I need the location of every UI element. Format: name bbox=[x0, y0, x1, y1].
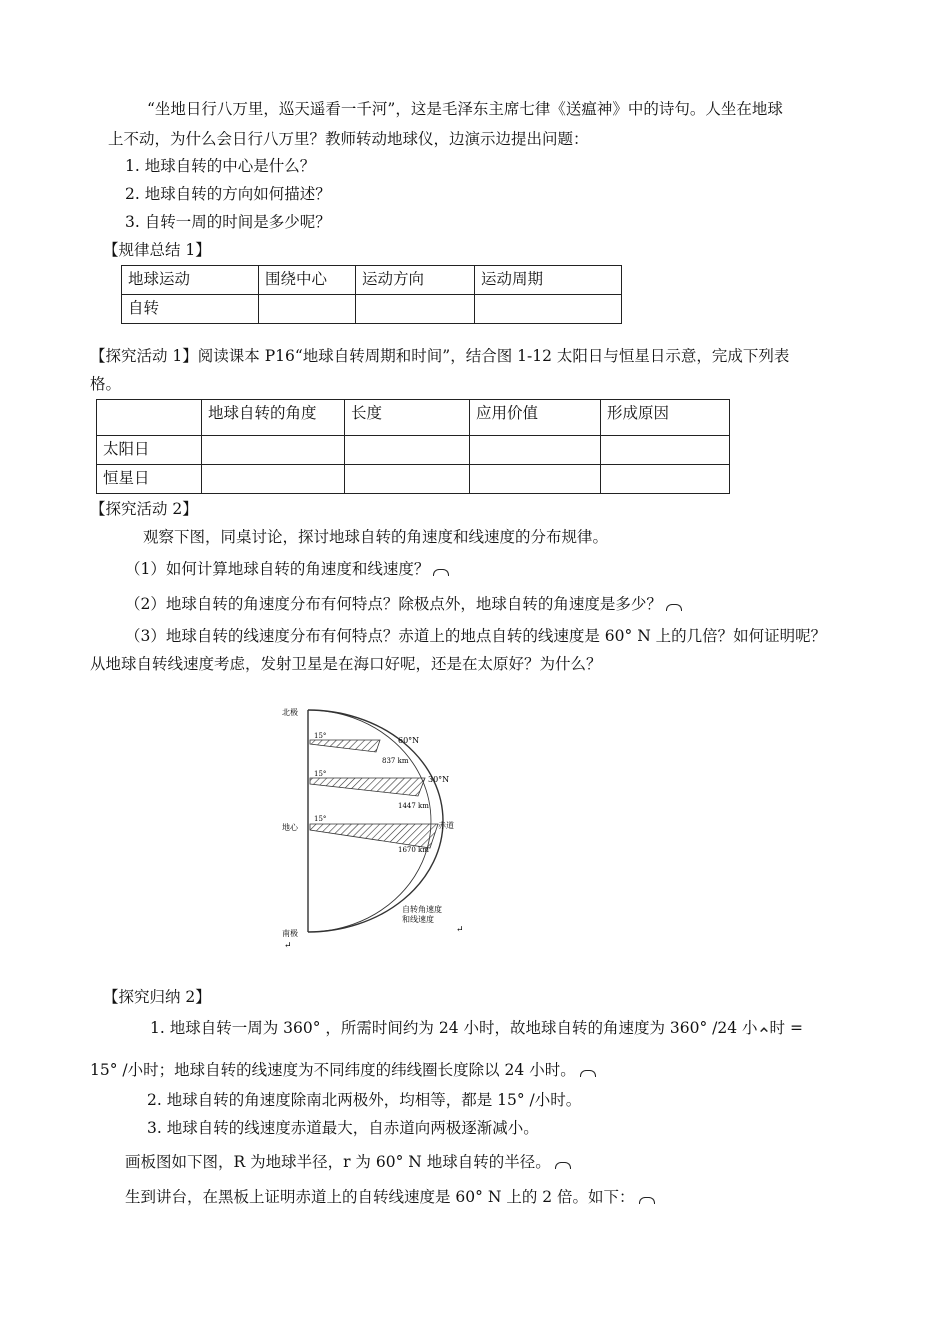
speed-60n-label: 837 km bbox=[382, 757, 409, 765]
intro-line-1: “坐地日行八万里，巡天遥看一千河”，这是毛泽东主席七律《送瘟神》中的诗句。人坐在地球 bbox=[147, 100, 783, 118]
table-cell bbox=[345, 436, 470, 465]
figure-caption-1: 自转角速度 bbox=[402, 905, 442, 914]
paragraph-mark-icon bbox=[639, 1197, 655, 1204]
intro-question-3: 3. 自转一周的时间是多少呢？ bbox=[125, 213, 331, 231]
question-text: （2）地球自转的角速度分布有何特点？除极点外，地球自转的角速度是多少？ bbox=[125, 595, 662, 613]
table-cell bbox=[345, 465, 470, 494]
table-cell: 太阳日 bbox=[97, 436, 202, 465]
table-cell bbox=[202, 436, 345, 465]
angle-label-equator: 15° bbox=[314, 815, 327, 823]
activity2-intro: 观察下图，同桌讨论，探讨地球自转的角速度和线速度的分布规律。 bbox=[143, 528, 609, 546]
table-cell bbox=[475, 295, 622, 324]
activity1-table bbox=[96, 399, 730, 494]
activity2-question-3b: 从地球自转线速度考虑，发射卫星是在海口好呢，还是在太原好？为什么？ bbox=[90, 655, 602, 673]
rotation-velocity-figure bbox=[270, 700, 480, 952]
paragraph-text: 15° /小时；地球自转的线速度为不同纬度的纬线圈长度除以 24 小时。 bbox=[90, 1061, 576, 1079]
paragraph-text: 画板图如下图，R 为地球半径，r 为 60° N 地球自转的半径。 bbox=[125, 1153, 551, 1171]
conclusion2-p3: 3. 地球自转的线速度赤道最大，自赤道向两极逐渐减小。 bbox=[147, 1119, 539, 1137]
activity2-question-2 bbox=[125, 592, 682, 614]
conclusion2-p5 bbox=[125, 1185, 655, 1207]
table-cell bbox=[470, 436, 601, 465]
intro-question-2: 2. 地球自转的方向如何描述？ bbox=[125, 185, 331, 203]
table-row bbox=[122, 266, 622, 295]
conclusion2-p1b bbox=[90, 1058, 596, 1080]
conclusion2-heading: 【探究归纳 2】 bbox=[103, 988, 211, 1006]
south-pole-label: 南极 bbox=[282, 929, 298, 938]
caret-mark-icon bbox=[759, 1027, 769, 1032]
wedge-30n bbox=[310, 778, 425, 796]
summary1-heading: 【规律总结 1】 bbox=[103, 241, 211, 259]
intro-line-2: 上不动，为什么会日行八万里？教师转动地球仪，边演示边提出问题： bbox=[108, 130, 589, 148]
paragraph-mark-icon bbox=[555, 1162, 571, 1169]
table-row bbox=[122, 295, 622, 324]
paragraph-text: 时 = bbox=[769, 1019, 803, 1037]
table-header-cell bbox=[97, 400, 202, 436]
table-cell bbox=[356, 295, 475, 324]
return-mark-icon: ↵ bbox=[284, 941, 292, 951]
activity2-heading: 【探究活动 2】 bbox=[90, 500, 198, 518]
conclusion2-p2: 2. 地球自转的角速度除南北两极外，均相等，都是 15° /小时。 bbox=[147, 1091, 582, 1109]
figure-caption-2: 和线速度 bbox=[402, 915, 434, 924]
table-cell bbox=[259, 295, 356, 324]
angle-label-60: 15° bbox=[314, 732, 327, 740]
table-header-cell: 运动方向 bbox=[356, 266, 475, 295]
table-header-cell: 长度 bbox=[345, 400, 470, 436]
table-header-cell: 地球自转的角度 bbox=[202, 400, 345, 436]
conclusion2-p4 bbox=[125, 1150, 571, 1172]
paragraph-mark-icon bbox=[433, 569, 449, 576]
wedge-equator bbox=[310, 824, 438, 848]
table-header-cell: 应用价值 bbox=[470, 400, 601, 436]
paragraph-text: 生到讲台，在黑板上证明赤道上的自转线速度是 60° N 上的 2 倍。如下： bbox=[125, 1188, 635, 1206]
table-header-cell: 形成原因 bbox=[601, 400, 730, 436]
north-pole-label: 北极 bbox=[282, 708, 298, 717]
table-cell bbox=[601, 465, 730, 494]
table-header-cell: 围绕中心 bbox=[259, 266, 356, 295]
activity1-line-1: 【探究活动 1】阅读课本 P16“地球自转周期和时间”，结合图 1-12 太阳日与恒星日示意，完成下列表 bbox=[90, 347, 790, 365]
table-cell bbox=[470, 465, 601, 494]
center-label: 地心 bbox=[282, 823, 298, 832]
angle-label-30: 15° bbox=[314, 770, 327, 778]
conclusion2-p1a bbox=[150, 1016, 803, 1038]
lat-30n-label: 30°N bbox=[428, 775, 450, 784]
summary1-table bbox=[121, 265, 622, 324]
paragraph-text: 1. 地球自转一周为 360° ，所需时间约为 24 小时，故地球自转的角速度为 360° /24 小 bbox=[150, 1019, 758, 1037]
table-cell bbox=[202, 465, 345, 494]
activity2-question-3a: （3）地球自转的线速度分布有何特点？赤道上的地点自转的线速度是 60° N 上的几倍？如何证明呢？ bbox=[125, 627, 827, 645]
activity1-line-2: 格。 bbox=[90, 375, 122, 393]
table-header-cell: 地球运动 bbox=[122, 266, 259, 295]
intro-question-1: 1. 地球自转的中心是什么？ bbox=[125, 157, 316, 175]
speed-equator-label: 1670 km bbox=[398, 846, 429, 854]
lat-60n-label: 60°N bbox=[398, 736, 420, 745]
table-cell: 自转 bbox=[122, 295, 259, 324]
table-row bbox=[97, 436, 730, 465]
speed-30n-label: 1447 km bbox=[398, 802, 429, 810]
table-cell: 恒星日 bbox=[97, 465, 202, 494]
table-cell bbox=[601, 436, 730, 465]
return-mark-icon: ↵ bbox=[456, 925, 464, 935]
paragraph-mark-icon bbox=[580, 1070, 596, 1077]
equator-label: 赤道 bbox=[438, 821, 454, 830]
wedge-60n bbox=[310, 740, 380, 752]
question-text: （1）如何计算地球自转的角速度和线速度？ bbox=[125, 560, 430, 578]
paragraph-mark-icon bbox=[666, 604, 682, 611]
table-header-cell: 运动周期 bbox=[475, 266, 622, 295]
activity2-question-1 bbox=[125, 557, 449, 579]
table-row bbox=[97, 465, 730, 494]
table-row bbox=[97, 400, 730, 436]
